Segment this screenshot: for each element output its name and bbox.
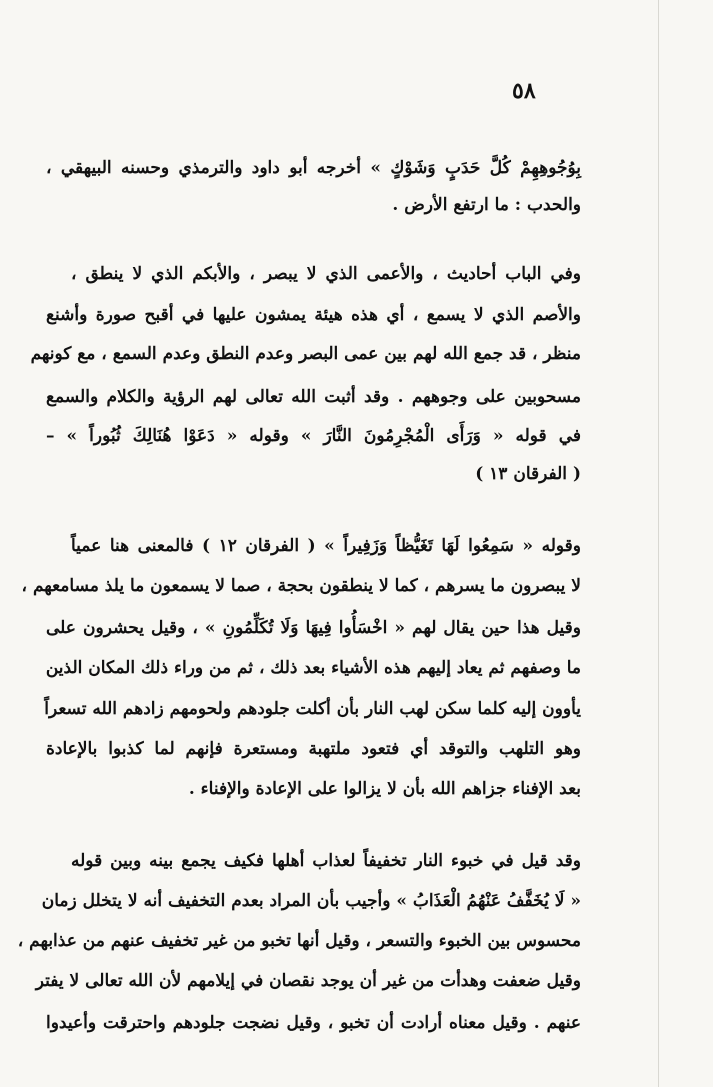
text-line: « لَا يُخَفَّفُ عَنْهُمُ الْعَذَابُ » وأجيب بأن المراد بعدم التخفيف أنه لا يتخلل زمان [41, 891, 581, 911]
text-line: وقد قيل في خبوء النار تخفيفاً لعذاب أهلها فكيف يجمع بينه وبين قوله [71, 851, 581, 871]
text-line: مسحوبين على وجوههم . وقد أثبت الله تعالى لهم الرؤية والكلام والسمع [46, 387, 581, 407]
text-line: محسوس بين الخبوء والتسعر ، وقيل أنها تخبو من غير تخفيف عنهم من عذابهم ، [17, 931, 581, 951]
text-line: وقيل هذا حين يقال لهم « اخْسَأُوا فِيهَا وَلَا تُكَلِّمُونِ » ، وقيل يحشرون على [46, 618, 581, 638]
text-line: يأوون إليه كلما سكن لهب النار بأن أكلت جلودهم ولحومهم زادهم الله تسعراً [44, 699, 581, 719]
text-line: ( الفرقان ١٣ ) [475, 464, 581, 484]
text-line: وهو التلهب والتوقد أي فتعود ملتهبة ومستعرة فإنهم لما كذبوا بالإعادة [46, 739, 581, 759]
text-line: وفي الباب أحاديث ، والأعمى الذي لا يبصر ، والأبكم الذي لا ينطق ، [71, 264, 581, 284]
text-line: لا يبصرون ما يسرهم ، كما لا ينطقون بحجة ، صما لا يسمعون ما يلذ مسامعهم ، [21, 576, 581, 596]
page-number: ٥٨ [512, 78, 536, 104]
page-edge-mark [658, 0, 659, 1087]
text-line: منظر ، قد جمع الله لهم بين عمى البصر وعدم النطق وعدم السمع ، مع كونهم [30, 344, 581, 364]
text-line: بعد الإفناء جزاهم الله بأن لا يزالوا على الإعادة والإفناء . [188, 779, 581, 799]
text-line: في قوله « وَرَأَى الْمُجْرِمُونَ النَّارَ » وقوله « دَعَوْا هُنَالِكَ ثُبُوراً » – [46, 426, 581, 446]
text-line: وقيل ضعفت وهدأت من غير أن يوجد نقصان في إيلامهم لأن الله تعالى لا يفتر [35, 971, 581, 991]
text-line: والأصم الذي لا يسمع ، أي هذه هيئة يمشون عليها في أقبح صورة وأشنع [46, 305, 581, 325]
text-line: عنهم . وقيل معناه أرادت أن تخبو ، وقيل نضجت جلودهم واحترقت وأعيدوا [46, 1013, 581, 1033]
text-line: والحدب : ما ارتفع الأرض . [392, 195, 581, 215]
text-line: بِوُجُوهِهِمْ كُلَّ حَدَبٍ وَشَوْكٍ » أخرجه أبو داود والترمذي وحسنه البيهقي ، [46, 158, 581, 178]
text-line: ما وصفهم ثم يعاد إليهم هذه الأشياء بعد ذلك ، ثم من وراء ذلك المكان الذين [45, 658, 581, 678]
text-line: وقوله « سَمِعُوا لَهَا تَغَيُّظاً وَزَفِيراً » ( الفرقان ١٢ ) فالمعنى هنا عمياً [71, 536, 581, 556]
